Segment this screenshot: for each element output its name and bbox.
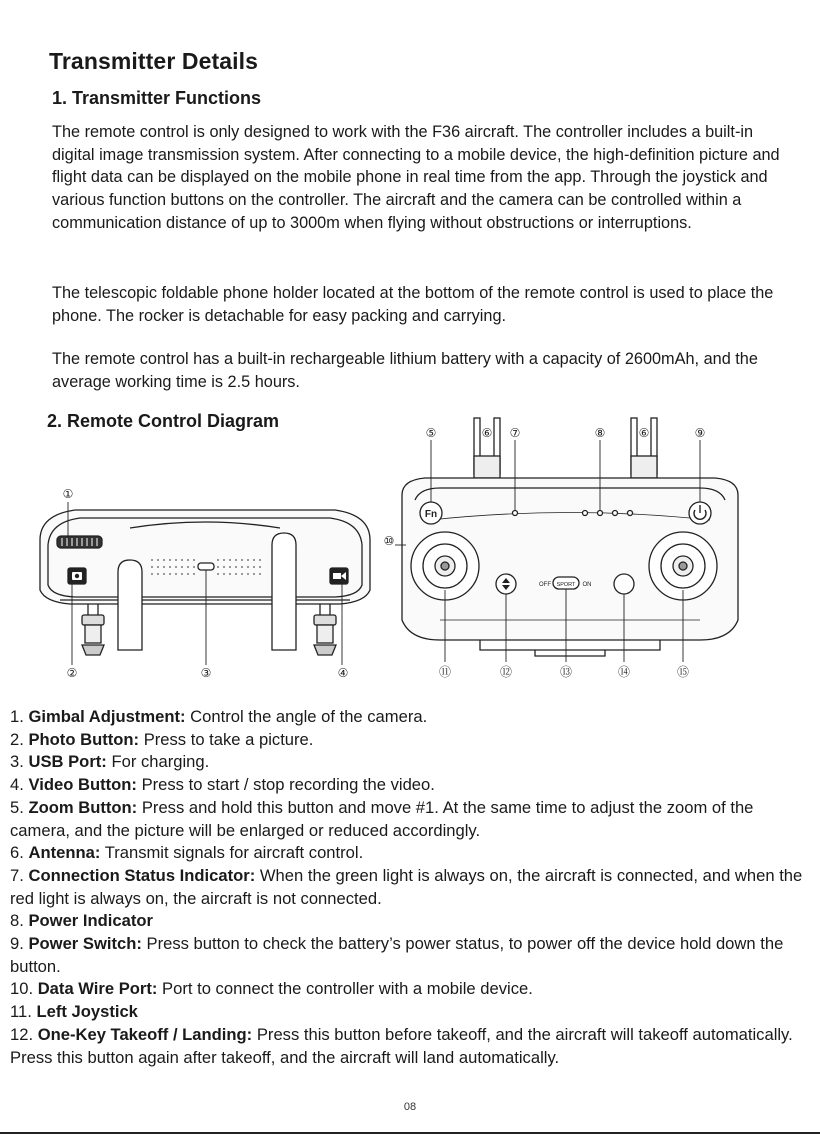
list-item: 10. Data Wire Port: Port to connect the controller with a mobile device. (10, 979, 533, 999)
callout-4: ④ (337, 666, 349, 680)
callout-3: ③ (200, 666, 212, 680)
page-title: Transmitter Details (49, 48, 258, 74)
component-list (10, 706, 810, 1069)
takeoff-landing-button (496, 574, 516, 594)
list-item: 7. Connection Status Indicator: When the green light is always on, the aircraft is connected, and when the red light is always on, the aircraft is not connected. (10, 865, 803, 908)
callout-7: ⑦ (509, 426, 521, 440)
controller-top-view (395, 418, 738, 662)
paragraph-intro: The remote control is only designed to work with the F36 aircraft. The controller includes a built-in digital image transmission system. After connecting to a mobile device, the high-definition picture and flight data can be displayed on the mobile phone in real time from the app. Through the joystick and various function buttons on the controller. The aircraft and the camera can be controlled within a communication distance of up to 3000m when flying without obstructions or interruptions. (52, 123, 780, 232)
gimbal-wheel (57, 536, 102, 548)
connection-status-indicator (513, 511, 518, 516)
list-item: 12. One-Key Takeoff / Landing: Press this button before takeoff, and the aircraft will takeoff automatically. Press this button again after takeoff, and the aircraft will land automatically. (10, 1024, 793, 1067)
callout-6-right: ⑥ (638, 426, 650, 440)
list-item: 1. Gimbal Adjustment: Control the angle of the camera. (10, 707, 428, 726)
bottom-divider (0, 1132, 820, 1134)
list-item: 5. Zoom Button: Press and hold this button and move #1. At the same time to adjust the zoom of the camera, and the picture will be enlarged or reduced accordingly. (10, 797, 754, 840)
section-heading-transmitter-functions: 1. Transmitter Functions (52, 88, 262, 108)
return-home-button (614, 574, 634, 594)
switch-on-label: ON (582, 582, 592, 588)
list-item: 11. Left Joystick (10, 1002, 138, 1022)
callout-11: ⑪ (438, 665, 452, 679)
callout-5: ⑤ (425, 426, 437, 440)
joystick-right-side (314, 604, 336, 655)
remote-control-diagram (0, 410, 820, 685)
antenna-left (118, 560, 142, 650)
page-number: 08 (403, 1101, 417, 1113)
callout-14: ⑭ (617, 665, 631, 679)
callout-6-left: ⑥ (481, 426, 493, 440)
callout-9: ⑨ (694, 426, 706, 440)
list-item: 9. Power Switch: Press button to check the battery’s power status, to power off the device hold down the button. (10, 934, 784, 976)
joystick-left-side (82, 604, 104, 655)
switch-sport-label: SPORT (556, 582, 576, 588)
switch-off-label: OFF (539, 582, 551, 588)
list-item: 6. Antenna: Transmit signals for aircraft control. (10, 843, 364, 863)
callout-13: ⑬ (559, 665, 573, 679)
controller-front-view (40, 502, 370, 665)
right-joystick (649, 532, 717, 600)
callout-12: ⑫ (499, 665, 513, 679)
callout-10: ⑩ (383, 534, 395, 548)
list-item: 4. Video Button: Press to start / stop recording the video. (10, 775, 435, 795)
callout-2: ② (66, 666, 78, 680)
callout-1: ① (62, 487, 74, 501)
list-item: 3. USB Port: For charging. (10, 752, 210, 772)
paragraph-battery: The remote control has a built-in rechargeable lithium battery with a capacity of 2600mAh, and the average working time is 2.5 hours. (52, 350, 758, 391)
list-item: 8. Power Indicator (10, 911, 153, 931)
fn-label: Fn (424, 509, 438, 520)
left-joystick (411, 532, 479, 600)
section-heading-remote-control-diagram: 2. Remote Control Diagram (47, 411, 280, 431)
callout-8: ⑧ (594, 426, 606, 440)
usb-port (198, 563, 214, 570)
list-item: 2. Photo Button: Press to take a picture. (10, 729, 314, 749)
callout-15: ⑮ (676, 665, 690, 679)
paragraph-phone-holder: The telescopic foldable phone holder located at the bottom of the remote control is used to place the phone. The rocker is detachable for easy packing and carrying. (52, 284, 774, 325)
antenna-right (272, 533, 296, 650)
